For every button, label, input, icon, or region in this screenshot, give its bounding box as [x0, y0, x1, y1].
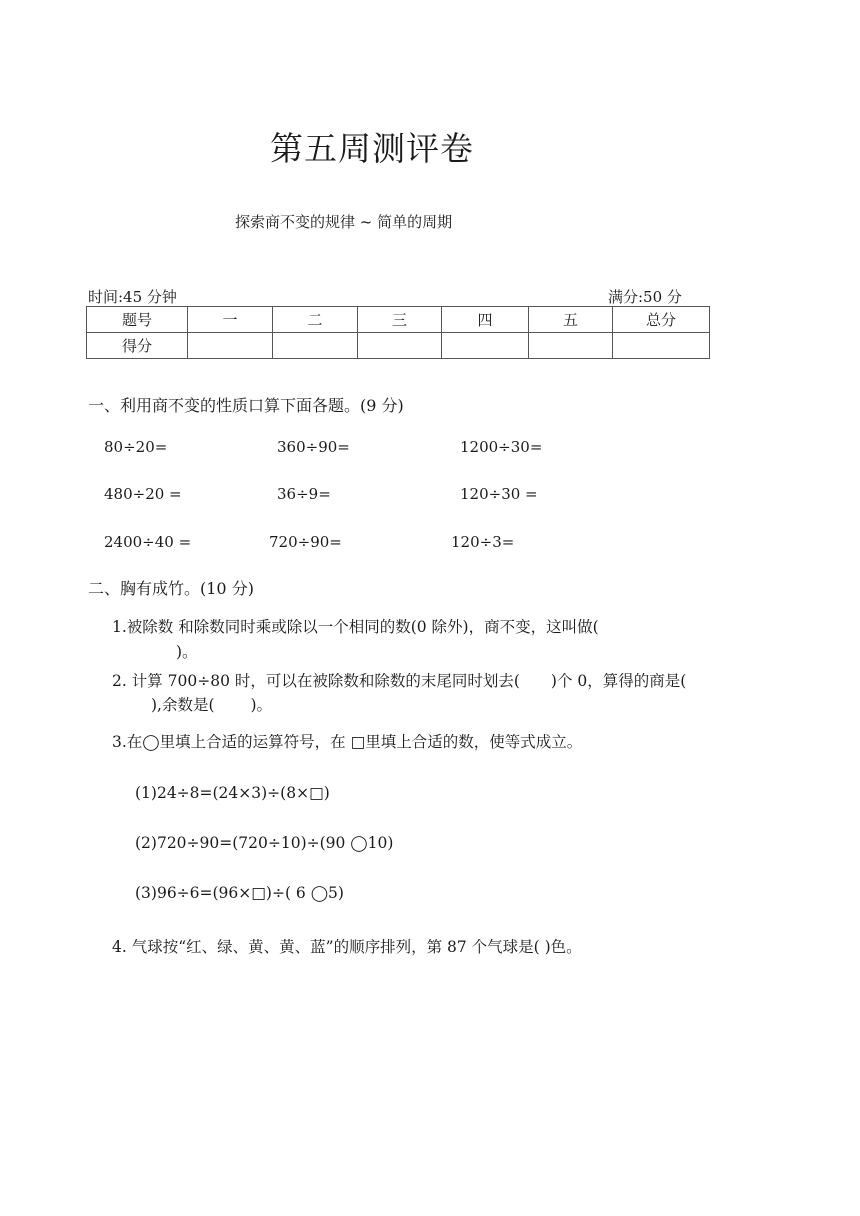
exam-time: 时间:45 分钟	[88, 288, 177, 306]
question-3-sub: (3)96÷6=(96×□)÷( 6 ◯5)	[135, 884, 344, 902]
score-table	[86, 306, 710, 359]
score-cell[interactable]	[442, 333, 529, 359]
full-score: 满分:50 分	[608, 288, 682, 306]
question-2-line-2: ),余数是( )。	[151, 696, 272, 714]
calc-item: 36÷9=	[277, 485, 331, 503]
calc-item: 80÷20=	[104, 438, 168, 456]
score-cell[interactable]	[188, 333, 273, 359]
calc-item: 120÷3=	[451, 533, 515, 551]
question-3-sub: (1)24÷8=(24×3)÷(8×□)	[135, 784, 330, 802]
score-cell[interactable]	[358, 333, 442, 359]
score-table-header-cell: 题号	[87, 307, 188, 333]
score-table-header-cell: 五	[529, 307, 613, 333]
calc-item: 360÷90=	[277, 438, 350, 456]
score-table-header-cell: 一	[188, 307, 273, 333]
question-1-line-2: )。	[176, 643, 198, 661]
score-cell[interactable]	[529, 333, 613, 359]
score-table-score-row	[87, 333, 710, 359]
score-cell[interactable]	[613, 333, 710, 359]
score-table-header-cell: 四	[442, 307, 529, 333]
score-table-header-cell: 总分	[613, 307, 710, 333]
score-row-label: 得分	[87, 333, 188, 359]
section1-heading: 一、利用商不变的性质口算下面各题。(9 分)	[88, 396, 404, 415]
question-3-sub: (2)720÷90=(720÷10)÷(90 ◯10)	[135, 834, 394, 852]
score-table-header-cell: 二	[273, 307, 358, 333]
question-1-line-1: 1.被除数 和除数同时乘或除以一个相同的数(0 除外)，商不变，这叫做(	[112, 618, 599, 636]
page-subtitle: 探索商不变的规律 ~ 简单的周期	[235, 213, 453, 231]
calc-item: 120÷30 =	[460, 485, 538, 503]
page-title: 第五周测评卷	[270, 129, 474, 168]
score-table-header-row	[87, 307, 710, 333]
section2-heading: 二、胸有成竹。(10 分)	[88, 579, 254, 598]
question-4-line: 4. 气球按“红、绿、黄、黄、蓝”的顺序排列，第 87 个气球是( )色。	[112, 938, 582, 956]
calc-item: 720÷90=	[269, 533, 342, 551]
question-2-line-1: 2. 计算 700÷80 时，可以在被除数和除数的末尾同时划去( )个 0，算得的商是(	[112, 672, 687, 690]
score-cell[interactable]	[273, 333, 358, 359]
score-table-header-cell: 三	[358, 307, 442, 333]
calc-item: 2400÷40 =	[104, 533, 192, 551]
calc-item: 1200÷30=	[460, 438, 543, 456]
question-3-line: 3.在◯里填上合适的运算符号，在 □里填上合适的数，使等式成立。	[112, 733, 583, 751]
calc-item: 480÷20 =	[104, 485, 182, 503]
